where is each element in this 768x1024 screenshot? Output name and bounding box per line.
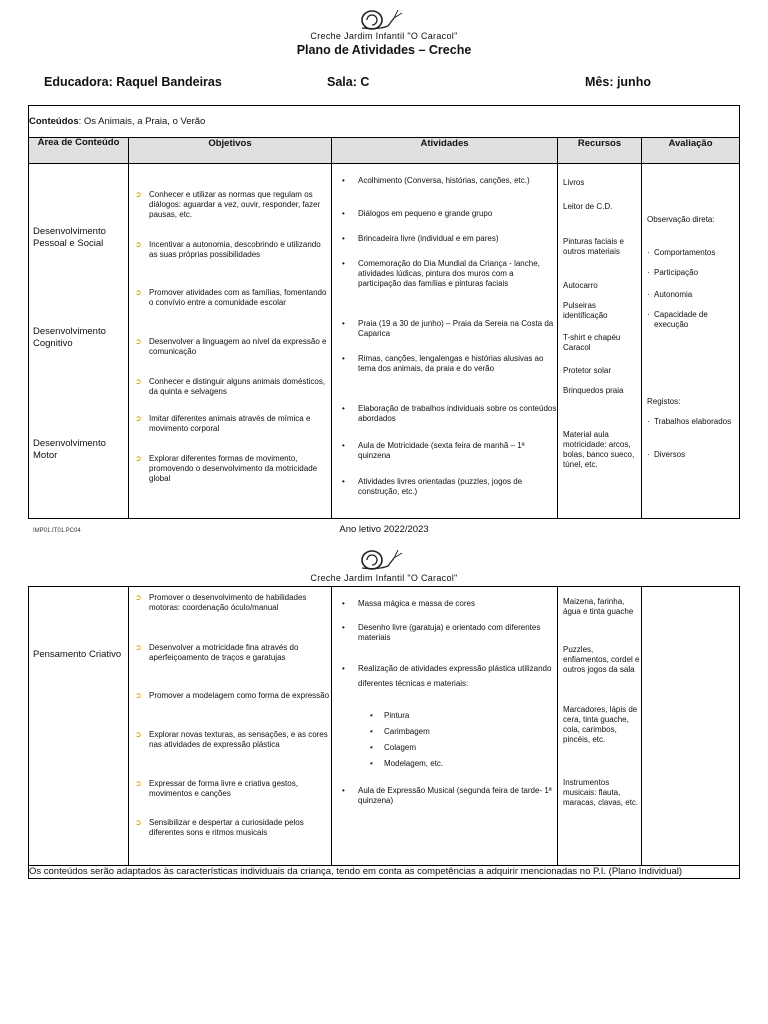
contents-value: : Os Animais, a Praia, o Verão bbox=[78, 115, 206, 127]
educator-label: Educadora: Raquel Bandeiras bbox=[44, 75, 222, 89]
objective-item: ➲ Desenvolver a motricidade fina através do aperfeiçoamento de traços e garatujas bbox=[135, 643, 299, 662]
school-name: Creche Jardim Infantil "O Caracol" bbox=[310, 31, 458, 41]
objective-item: ➲ Conhecer e utilizar as normas que regulam os diálogos: aguardar a vez, ouvir, responder, fazer pausas, etc. bbox=[135, 190, 321, 219]
arrow-bullet-icon: ➲ bbox=[135, 730, 142, 739]
arrow-bullet-icon: ➲ bbox=[135, 593, 142, 602]
objective-item: ➲ Promover atividades com as famílias, fomentando o convívio entre a comunidade escolar bbox=[135, 288, 327, 307]
snail-logo-icon bbox=[358, 546, 408, 572]
header-resources: Recursos bbox=[558, 138, 642, 164]
technique-item: • Colagem bbox=[370, 743, 417, 752]
resource-item: Puzzles, enfiamentos, cordel e outros jogos da sala bbox=[563, 645, 640, 674]
arrow-bullet-icon: ➲ bbox=[135, 818, 142, 827]
records-title: Registos: bbox=[647, 397, 681, 406]
arrow-bullet-icon: ➲ bbox=[135, 288, 142, 297]
area-label: Desenvolvimento Cognitivo bbox=[33, 326, 106, 349]
resources-cell bbox=[558, 164, 642, 519]
technique-item: • Modelagem, etc. bbox=[370, 759, 444, 768]
evaluation-item: · Comportamentos bbox=[647, 248, 716, 257]
activities-cell bbox=[332, 164, 558, 519]
objectives-cell bbox=[129, 587, 332, 866]
resource-item: Material aula motricidade: arcos, bolas, banco sueco, túnel, etc. bbox=[563, 430, 635, 469]
document-code: IMP01.IT01.PC04 bbox=[33, 528, 81, 534]
objective-item: ➲ Sensibilizar e despertar a curiosidade pelos diferentes sons e ritmos musicais bbox=[135, 818, 304, 837]
evaluation-item: · Capacidade de execução bbox=[647, 310, 708, 329]
resource-item: Pulseiras identificação bbox=[563, 301, 608, 320]
arrow-bullet-icon: ➲ bbox=[135, 454, 142, 463]
arrow-bullet-icon: ➲ bbox=[135, 691, 142, 700]
resource-item: Pinturas faciais e outros materiais bbox=[563, 237, 624, 256]
resource-item: Livros bbox=[563, 178, 585, 187]
snail-logo-icon bbox=[358, 6, 408, 32]
resource-item: Leitor de C.D. bbox=[563, 202, 613, 211]
activity-item: • Realização de atividades expressão plástica utilizando diferentes técnicas e materiais: bbox=[342, 664, 552, 689]
arrow-bullet-icon: ➲ bbox=[135, 337, 142, 346]
objective-item: ➲ Promover a modelagem como forma de expressão bbox=[135, 691, 330, 700]
technique-item: • Pintura bbox=[370, 711, 410, 720]
arrow-bullet-icon: ➲ bbox=[135, 190, 142, 199]
technique-item: • Carimbagem bbox=[370, 727, 430, 736]
room-label: Sala: C bbox=[327, 75, 370, 89]
area-label: Desenvolvimento Motor bbox=[33, 438, 106, 461]
objectives-cell bbox=[129, 164, 332, 519]
evaluation-item: · Diversos bbox=[647, 450, 686, 459]
resource-item: Maizena, farinha, água e tinta guache bbox=[563, 597, 634, 616]
objective-item: ➲ Conhecer e distinguir alguns animais domésticos, da quinta e selvagens bbox=[135, 377, 326, 396]
header-objectives: Objetivos bbox=[129, 138, 332, 164]
header-area: Área de Conteúdo bbox=[29, 138, 129, 164]
objective-item: ➲ Desenvolver a linguagem ao nível da expressão e comunicação bbox=[135, 337, 327, 356]
evaluation-item: · Participação bbox=[647, 268, 699, 277]
arrow-bullet-icon: ➲ bbox=[135, 240, 142, 249]
activity-item: • Aula de Expressão Musical (segunda feira de tarde- 1ª quinzena) bbox=[342, 786, 552, 805]
evaluation-cell bbox=[642, 164, 740, 519]
school-year: Ano letivo 2022/2023 bbox=[339, 524, 429, 535]
direct-observation-title: Observação direta: bbox=[647, 215, 715, 224]
area-cell bbox=[29, 164, 129, 519]
area-label: Pensamento Criativo bbox=[33, 649, 122, 660]
activities-cell bbox=[332, 587, 558, 866]
activity-item: • Aula de Motricidade (sexta feira de manhã – 1ª quinzena bbox=[342, 441, 525, 460]
resource-item: T-shirt e chapéu Caracol bbox=[563, 333, 621, 352]
activity-item: • Massa mágica e massa de cores bbox=[342, 599, 475, 608]
resource-item: Brinquedos praia bbox=[563, 386, 624, 395]
header-activities: Atividades bbox=[332, 138, 558, 164]
adaptation-note: Os conteúdos serão adaptados às características individuais da criança, tendo em conta as competências a adquirir mencionadas no P.I. (Plano Individual) bbox=[29, 866, 740, 879]
activity-item: • Acolhimento (Conversa, histórias, canções, etc.) bbox=[342, 176, 530, 185]
document-title: Plano de Atividades – Creche bbox=[296, 43, 472, 57]
school-name: Creche Jardim Infantil "O Caracol" bbox=[310, 573, 458, 583]
objective-item: ➲ Expressar de forma livre e criativa gestos, movimentos e canções bbox=[135, 779, 298, 798]
activity-item: • Atividades livres orientadas (puzzles, jogos de construção, etc.) bbox=[342, 477, 523, 496]
activity-item: • Rimas, canções, lengalengas e histórias alusivas ao tema dos animais, da praia e do verão bbox=[342, 354, 544, 373]
evaluation-cell bbox=[642, 587, 740, 866]
activity-item: • Diálogos em pequeno e grande grupo bbox=[342, 209, 493, 218]
objective-item: ➲ Incentivar a autonomia, descobrindo e utilizando as suas próprias possibilidades bbox=[135, 240, 321, 259]
header-evaluation: Avaliação bbox=[642, 138, 740, 164]
objective-item: ➲ Explorar novas texturas, as sensações, e as cores nas atividades de expressão plástica bbox=[135, 730, 328, 749]
area-cell bbox=[29, 587, 129, 866]
resource-item: Autocarro bbox=[563, 281, 598, 290]
objective-item: ➲ Promover o desenvolvimento de habilidades motoras: coordenação óculo/manual bbox=[135, 593, 307, 612]
arrow-bullet-icon: ➲ bbox=[135, 414, 142, 423]
activities-plan-table bbox=[28, 105, 740, 519]
contents-row bbox=[29, 106, 740, 138]
arrow-bullet-icon: ➲ bbox=[135, 377, 142, 386]
activity-item: • Elaboração de trabalhos individuais sobre os conteúdos abordados bbox=[342, 404, 557, 423]
objective-item: ➲ Explorar diferentes formas de movimento, promovendo o desenvolvimento da motricidade global bbox=[135, 454, 318, 483]
evaluation-item: · Autonomia bbox=[647, 290, 693, 299]
contents-label: Conteúdos bbox=[29, 115, 79, 127]
resource-item: Instrumentos musicais: flauta, maracas, clavas, etc. bbox=[563, 778, 639, 807]
activities-plan-table-continued bbox=[28, 586, 740, 879]
resource-item: Protetor solar bbox=[563, 366, 612, 375]
activity-item: • Praia (19 a 30 de junho) – Praia da Sereia na Costa da Caparica bbox=[342, 319, 554, 338]
arrow-bullet-icon: ➲ bbox=[135, 643, 142, 652]
month-label: Mês: junho bbox=[585, 75, 651, 89]
area-label: Desenvolvimento Pessoal e Social bbox=[33, 226, 106, 249]
activity-item: • Desenho livre (garatuja) e orientado com diferentes materiais bbox=[342, 623, 541, 642]
activity-item: • Comemoração do Dia Mundial da Criança - lanche, atividades lúdicas, pintura dos muros com a participação das famílias e pinturas faciais bbox=[342, 259, 540, 288]
objective-item: ➲ Imitar diferentes animais através de mímica e movimento corporal bbox=[135, 414, 311, 433]
arrow-bullet-icon: ➲ bbox=[135, 779, 142, 788]
resource-item: Marcadores, lápis de cera, tinta guache, cola, carimbos, pincéis, etc. bbox=[563, 705, 638, 744]
evaluation-item: · Trabalhos elaborados bbox=[647, 417, 732, 426]
activity-item: • Brincadeira livre (individual e em pares) bbox=[342, 234, 499, 243]
resources-cell bbox=[558, 587, 642, 866]
